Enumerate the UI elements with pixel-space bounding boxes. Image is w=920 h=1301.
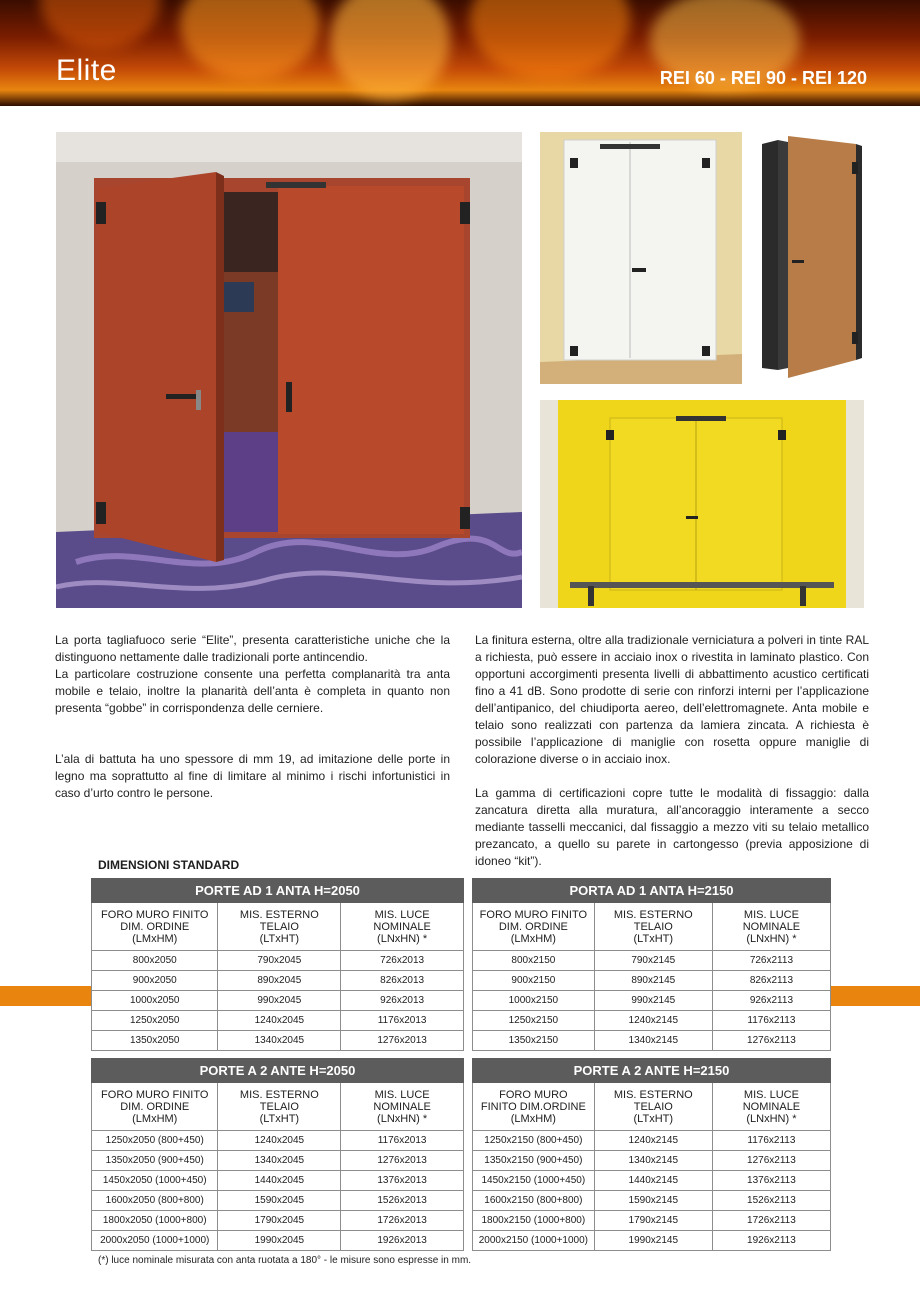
table-row [473,1231,831,1251]
table-title: PORTE AD 1 ANTA H=2050 [92,879,464,903]
table-cell: 1176x2013 [341,1131,464,1151]
table-cell: 1250x2150 (800+450) [473,1131,595,1151]
column-header-line: (LMxHM) [510,932,556,945]
paragraph: La porta tagliafuoco serie “Elite”, presenta caratteristiche uniche che la distinguono nettamente dalle tradizionali porte antincendio. [55,633,450,664]
table-row [92,1231,464,1251]
table-cell: 1790x2145 [594,1211,712,1231]
table-cell: 790x2145 [594,951,712,971]
table-cell: 800x2150 [473,951,595,971]
column-header-line: (LNxHN) * [377,932,428,945]
table-cell: 726x2013 [341,951,464,971]
column-header-line: FORO MURO FINITO [101,908,209,921]
table-cell: 1240x2145 [594,1131,712,1151]
table-2-ante-h2150 [472,1058,831,1251]
column-header-line: (LMxHM) [132,932,178,945]
table-cell: 1526x2013 [341,1191,464,1211]
table-cell: 1276x2113 [712,1151,830,1171]
column-header-line: (LNxHN) * [746,1112,797,1125]
table-cell: 890x2045 [218,971,341,991]
table-header-row [92,1083,464,1131]
column-header-line: MIS. LUCE [374,908,430,921]
table-cell: 1440x2145 [594,1171,712,1191]
table-cell: 1250x2050 (800+450) [92,1131,218,1151]
table-row [473,1211,831,1231]
table-cell: 1276x2013 [341,1151,464,1171]
table-cell: 1376x2113 [712,1171,830,1191]
table-header-row [473,903,831,951]
column-header-line: NOMINALE [742,1100,801,1113]
table-cell: 1250x2150 [473,1011,595,1031]
table-cell: 1790x2045 [218,1211,341,1231]
table-cell: 1340x2145 [594,1151,712,1171]
table-cell: 1600x2150 (800+800) [473,1191,595,1211]
table-header-row [473,1083,831,1131]
table-1-anta-h2150 [472,878,831,1051]
paragraph: La gamma di certificazioni copre tutte le modalità di fissaggio: dalla zancatura diretta alla muratura, all’ancoraggio interamente a secco mediante tasselli meccanici, dal fissaggio a mezzo viti su telaio metallico prezancato, a quello su parete in cartongesso (previa apposizione di idoneo “kit”). [475,786,869,868]
column-header-line: FORO MURO FINITO [479,908,588,921]
column-header-line: MIS. ESTERNO [613,908,693,921]
table-row [92,971,464,991]
table-cell: 900x2150 [473,971,595,991]
table-cell: 790x2045 [218,951,341,971]
table-cell: 800x2050 [92,951,218,971]
table-cell: 1350x2050 (900+450) [92,1151,218,1171]
table-cell: 1590x2145 [594,1191,712,1211]
accent-band-left [0,986,92,1006]
column-header-line: TELAIO [633,1100,673,1113]
column-header-line: MIS. ESTERNO [613,1088,693,1101]
table-cell: 1240x2045 [218,1131,341,1151]
wood-door-photo [760,132,864,384]
table-cell: 1926x2013 [341,1231,464,1251]
table-header-row [92,903,464,951]
table-row [92,1031,464,1051]
paragraph: La particolare costruzione consente una perfetta complanarità tra anta mobile e telaio, inoltre la planarità dell’anta è completa in quanto non presenta “gobbe” in corrispondenza delle cerniere. [55,667,450,715]
table-cell: 990x2045 [218,991,341,1011]
table-row [92,1191,464,1211]
table-cell: 926x2113 [712,991,830,1011]
table-row [473,1151,831,1171]
column-header-line: (LNxHN) * [746,932,797,945]
column-header-line: MIS. ESTERNO [239,1088,319,1101]
paragraph: L’ala di battuta ha uno spessore di mm 19, ad imitazione delle porte in legno ma soprattutto al fine di limitare al minimo i rischi infortunistici in caso d’urto contro le persone. [55,752,450,800]
column-header-line: (LTxHT) [633,932,674,945]
column-header-line: DIM. ORDINE [120,920,190,933]
table-cell: 1800x2050 (1000+800) [92,1211,218,1231]
table-cell: 1990x2145 [594,1231,712,1251]
table-cell: 1276x2013 [341,1031,464,1051]
table-cell: 1340x2145 [594,1031,712,1051]
column-header [712,1083,830,1131]
table-row [92,1211,464,1231]
table-title: PORTA AD 1 ANTA H=2150 [473,879,831,903]
column-header [341,1083,464,1131]
column-header-line: (LMxHM) [510,1112,556,1125]
table-cell: 1240x2045 [218,1011,341,1031]
column-header [92,903,218,951]
table-2-ante-h2050 [91,1058,464,1251]
column-header-line: MIS. ESTERNO [239,908,319,921]
wood-door-illustration [760,132,864,384]
table-title: PORTE A 2 ANTE H=2150 [473,1059,831,1083]
column-header-line: (LTxHT) [259,1112,300,1125]
table-row [473,971,831,991]
column-header-line: TELAIO [259,1100,299,1113]
table-cell: 1990x2045 [218,1231,341,1251]
table-row [473,991,831,1011]
table-cell: 726x2113 [712,951,830,971]
column-header-line: (LNxHN) * [377,1112,428,1125]
table-cell: 1450x2150 (1000+450) [473,1171,595,1191]
table-cell: 1350x2150 (900+450) [473,1151,595,1171]
red-double-door-illustration [56,132,522,608]
column-header-line: NOMINALE [373,920,431,933]
table-row [92,1151,464,1171]
table-cell: 826x2113 [712,971,830,991]
column-header-line: MIS. LUCE [374,1088,430,1101]
table-row [92,1011,464,1031]
table-cell: 1800x2150 (1000+800) [473,1211,595,1231]
table-1-anta-h2050 [91,878,464,1051]
white-double-door-illustration [540,132,742,384]
table-cell: 1526x2113 [712,1191,830,1211]
column-header-line: (LTxHT) [259,932,300,945]
column-header-line: MIS. LUCE [743,908,799,921]
table-cell: 1600x2050 (800+800) [92,1191,218,1211]
column-header-line: MIS. LUCE [743,1088,799,1101]
table-row [473,1011,831,1031]
table-cell: 1176x2113 [712,1131,830,1151]
table-cell: 1926x2113 [712,1231,830,1251]
red-double-door-photo [56,132,522,608]
white-double-door-photo [540,132,742,384]
table-row [473,951,831,971]
table-cell: 1176x2013 [341,1011,464,1031]
rei-rating: REI 60 - REI 90 - REI 120 [659,68,867,88]
column-header [473,1083,595,1131]
table-row [92,991,464,1011]
table-row [473,1191,831,1211]
table-row [92,951,464,971]
column-header [218,1083,341,1131]
dimensions-title: DIMENSIONI STANDARD [98,858,240,872]
intro-text-left [55,632,450,802]
column-header-line: FINITO DIM.ORDINE [480,1100,586,1113]
table-cell: 1450x2050 (1000+450) [92,1171,218,1191]
header-banner [0,0,920,106]
column-header [218,903,341,951]
table-cell: 1250x2050 [92,1011,218,1031]
accent-band-right [830,986,920,1006]
table-cell: 926x2013 [341,991,464,1011]
table-cell: 2000x2150 (1000+1000) [473,1231,595,1251]
table-row [92,1171,464,1191]
column-header-line: (LMxHM) [132,1112,178,1125]
column-header-line: FORO MURO [499,1088,568,1101]
column-header-line: TELAIO [633,920,673,933]
column-header-line: DIM. ORDINE [498,920,568,933]
table-cell: 1350x2150 [473,1031,595,1051]
table-cell: 1240x2145 [594,1011,712,1031]
column-header [594,903,712,951]
table-cell: 990x2145 [594,991,712,1011]
footnote: (*) luce nominale misurata con anta ruotata a 180° - le misure sono espresse in mm. [98,1255,472,1266]
table-cell: 1376x2013 [341,1171,464,1191]
column-header-line: DIM. ORDINE [120,1100,190,1113]
table-cell: 1726x2113 [712,1211,830,1231]
table-cell: 1176x2113 [712,1011,830,1031]
table-cell: 900x2050 [92,971,218,991]
paragraph: La finitura esterna, oltre alla tradizionale verniciatura a polveri in tinte RAL a richiesta, può essere in acciaio inox o rivestita in laminato plastico. Con opportuni accorgimenti presenta livelli di abbattimento acustico certificati fino a 41 dB. Sono prodotte di serie con rinforzi interni per l’applicazione dell’antipanico, del chiudiporta aereo, dell’elettromagnete. Anta mobile e telaio sono realizzati con partenza da lamiera zincata. A richiesta è possibile l’applicazione di maniglie con rosetta oppure maniglie di colorazione diverse o in acciaio inox. [475,633,869,766]
table-row [92,1131,464,1151]
column-header [594,1083,712,1131]
table-cell: 1340x2045 [218,1031,341,1051]
table-row [473,1131,831,1151]
column-header-line: (LTxHT) [633,1112,674,1125]
column-header [712,903,830,951]
column-header-line: TELAIO [259,920,299,933]
table-cell: 890x2145 [594,971,712,991]
table-cell: 1350x2050 [92,1031,218,1051]
column-header [92,1083,218,1131]
table-title: PORTE A 2 ANTE H=2050 [92,1059,464,1083]
column-header-line: FORO MURO FINITO [101,1088,209,1101]
table-cell: 1590x2045 [218,1191,341,1211]
table-cell: 1340x2045 [218,1151,341,1171]
yellow-double-door-illustration [540,400,864,608]
column-header [473,903,595,951]
table-row [473,1171,831,1191]
table-cell: 1000x2050 [92,991,218,1011]
table-cell: 1726x2013 [341,1211,464,1231]
intro-text-right [475,632,869,870]
table-cell: 1440x2045 [218,1171,341,1191]
column-header [341,903,464,951]
column-header-line: NOMINALE [373,1100,431,1113]
table-row [473,1031,831,1051]
table-cell: 1000x2150 [473,991,595,1011]
column-header-line: NOMINALE [742,920,801,933]
table-cell: 1276x2113 [712,1031,830,1051]
table-cell: 2000x2050 (1000+1000) [92,1231,218,1251]
page-title: Elite [56,54,117,87]
yellow-double-door-photo [540,400,864,608]
table-cell: 826x2013 [341,971,464,991]
